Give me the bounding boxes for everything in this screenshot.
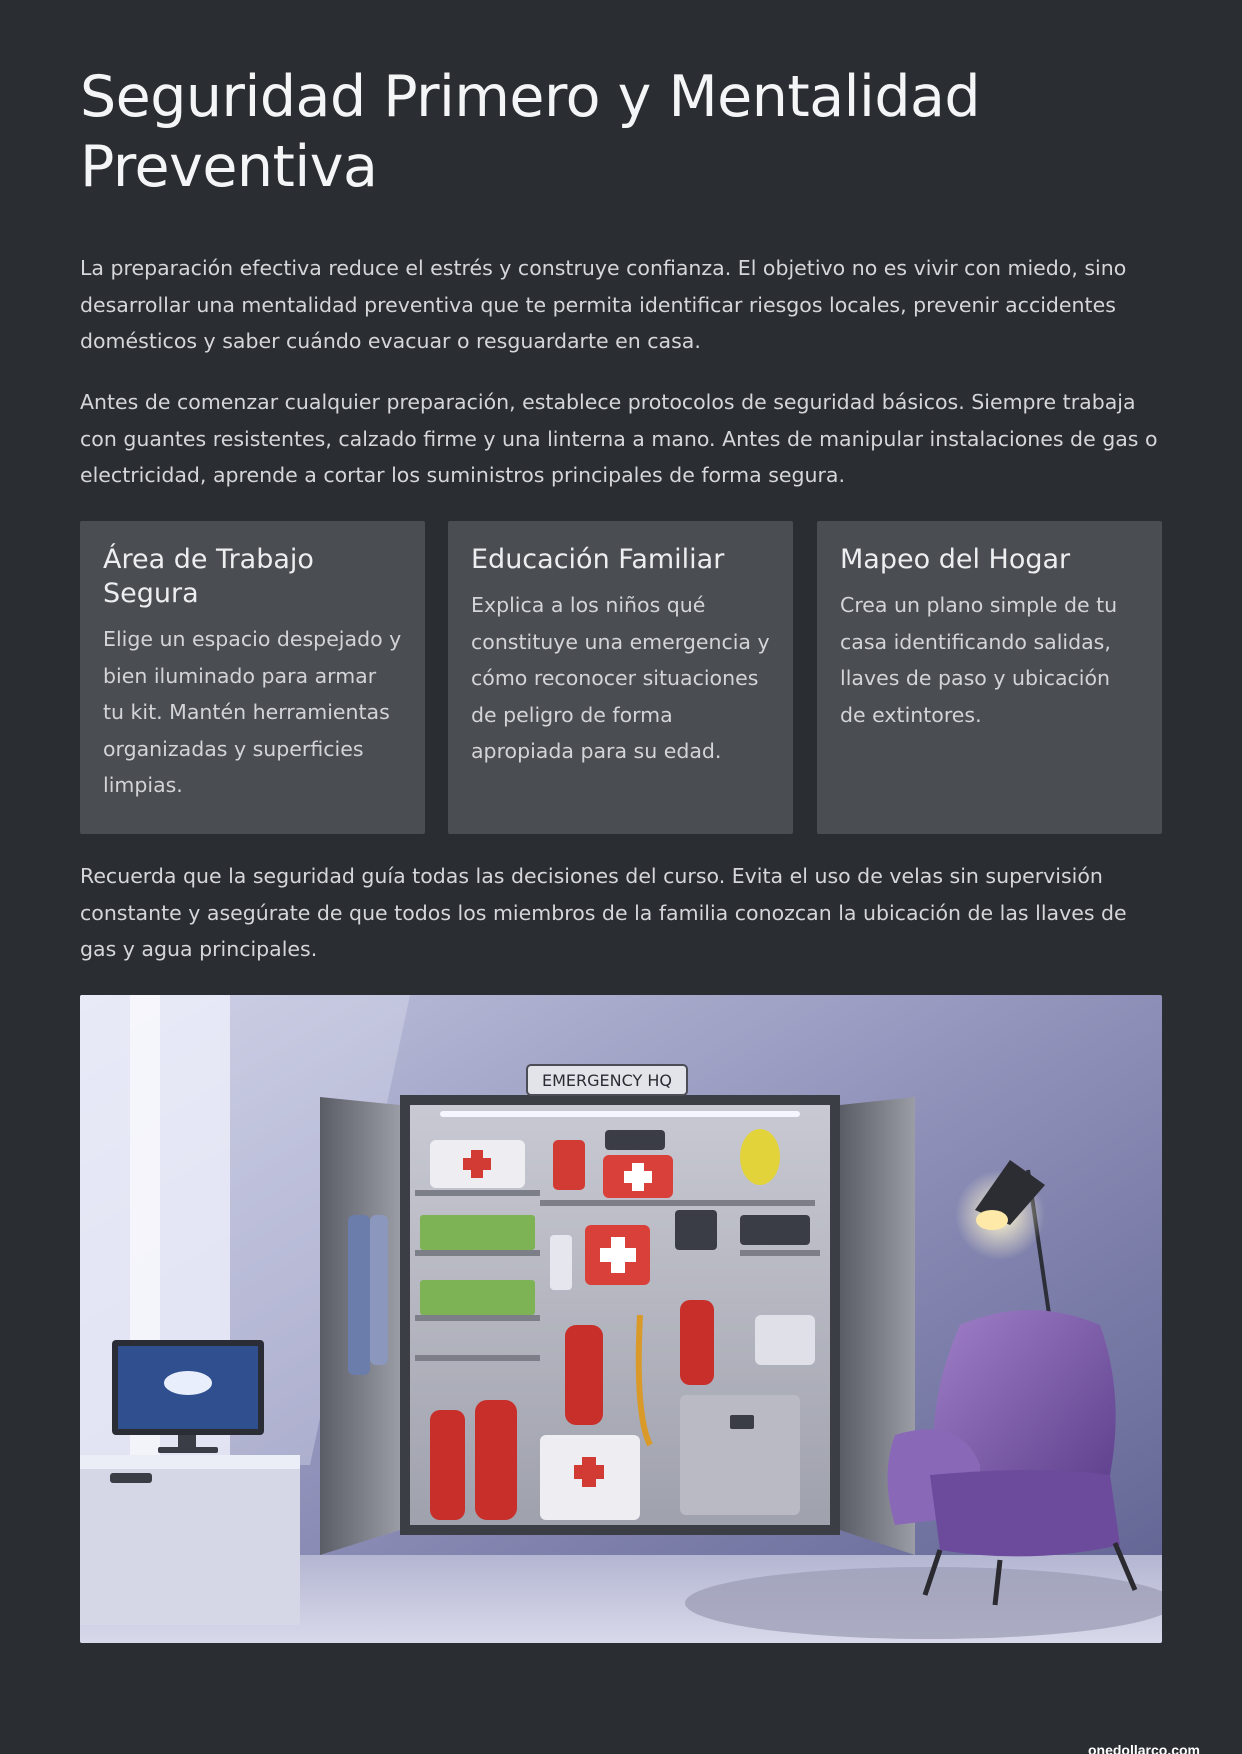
protocols-paragraph: Antes de comenzar cualquier preparación, establece protocolos de seguridad básicos. Siempre trabaja con guantes resistentes, calzado firme y una linterna a mano. Antes de manipular instalaciones de gas o electricidad, aprende a cortar los suministros principales de forma segura. (80, 390, 1158, 487)
fire-extinguisher (565, 1325, 603, 1425)
info-cards (80, 521, 1162, 834)
flashlight (550, 1235, 572, 1290)
page-title: Seguridad Primero y Mentalidad Preventiva (80, 64, 981, 200)
green-bin (420, 1280, 535, 1315)
card-family-education (448, 521, 793, 834)
control-panel (675, 1210, 717, 1250)
rug (685, 1567, 1162, 1639)
card-title: Mapeo del Hogar (840, 544, 1071, 575)
fire-extinguisher (475, 1400, 517, 1520)
intro-paragraph: La preparación efectiva reduce el estrés y construye confianza. El objetivo no es vivir con miedo, sino desarrollar una mentalidad preventiva que te permita identificar riesgos locales, prevenir accidentes domésticos y saber cuándo evacuar o resguardarte en casa. (80, 256, 1127, 353)
card-title: Área de Trabajo Segura (103, 544, 314, 609)
radio (605, 1130, 665, 1150)
reminder-paragraph: Recuerda que la seguridad guía todas las decisiones del curso. Evita el uso de velas sin supervisión constante y asegúrate de que todos los miembros de la familia conozcan la ubicación de las llaves de gas y agua principales. (80, 864, 1127, 961)
emergency-sign-text: EMERGENCY HQ (542, 1071, 672, 1090)
towel (348, 1215, 370, 1375)
cloud-icon (164, 1371, 212, 1395)
card-title: Educación Familiar (471, 544, 725, 575)
fire-extinguisher (430, 1410, 465, 1520)
red-device (553, 1140, 585, 1190)
emergency-cabinet-illustration (80, 995, 1162, 1643)
fire-extinguisher (680, 1300, 714, 1385)
storage-box (755, 1315, 815, 1365)
green-bin (420, 1215, 535, 1250)
card-home-mapping (817, 521, 1162, 834)
card-safe-workspace (80, 521, 425, 834)
metal-chest (680, 1395, 800, 1515)
cabinet-light (440, 1111, 800, 1117)
card-text: Explica a los niños qué constituye una emergencia y cómo reconocer situaciones de peligro de forma apropiada para su edad. (471, 593, 770, 763)
footer-brand: onedollarco.com (1087, 1742, 1200, 1754)
armchair-seat (930, 1470, 1120, 1556)
card-text: Elige un espacio despejado y bien iluminado para armar tu kit. Mantén herramientas organizadas y superficies limpias. (103, 627, 402, 797)
towel (370, 1215, 388, 1365)
power-station (740, 1215, 810, 1245)
yellow-bag (740, 1129, 780, 1185)
card-text: Crea un plano simple de tu casa identificando salidas, llaves de paso y ubicación de extintores. (840, 593, 1118, 727)
emergency-room-scene (80, 995, 1162, 1643)
